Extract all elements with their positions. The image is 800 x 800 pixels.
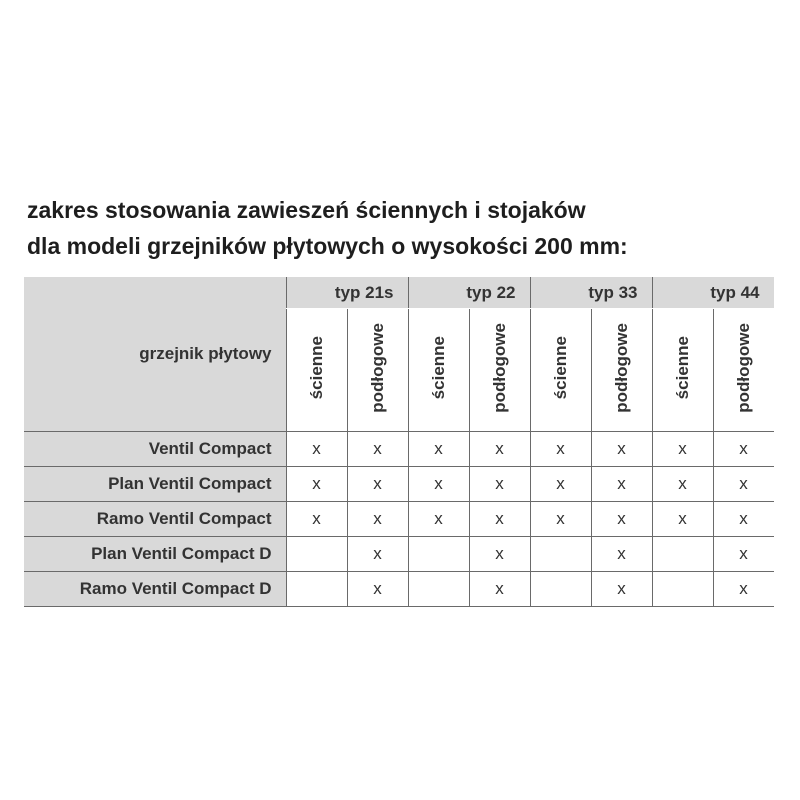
compatibility-mark	[408, 537, 469, 572]
compatibility-mark: x	[347, 572, 408, 607]
compatibility-mark: x	[530, 467, 591, 502]
compatibility-mark: x	[286, 467, 347, 502]
table-body	[24, 432, 774, 607]
title-line-1: zakres stosowania zawieszeń ściennych i stojaków	[27, 197, 586, 223]
compatibility-mark: x	[713, 432, 774, 467]
compatibility-mark: x	[652, 502, 713, 537]
radiator-model-name: Plan Ventil Compact	[24, 467, 286, 502]
compatibility-mark: x	[713, 467, 774, 502]
compatibility-mark: x	[713, 502, 774, 537]
compatibility-mark: x	[408, 467, 469, 502]
subcolumn-header: podłogowe	[469, 309, 530, 432]
compatibility-mark: x	[591, 572, 652, 607]
subcolumn-header: ścienne	[652, 309, 713, 432]
radiator-model-name: Ramo Ventil Compact D	[24, 572, 286, 607]
compatibility-mark: x	[652, 467, 713, 502]
group-header-row	[24, 277, 774, 309]
compatibility-mark: x	[469, 537, 530, 572]
table-row	[24, 432, 774, 467]
compatibility-mark: x	[591, 432, 652, 467]
compatibility-mark	[530, 572, 591, 607]
compatibility-mark	[652, 537, 713, 572]
compatibility-mark	[652, 572, 713, 607]
mounting-compatibility-table	[24, 277, 774, 607]
compatibility-mark	[286, 537, 347, 572]
compatibility-mark: x	[713, 572, 774, 607]
compatibility-mark: x	[469, 467, 530, 502]
radiator-model-name: Ventil Compact	[24, 432, 286, 467]
compatibility-mark: x	[713, 537, 774, 572]
radiator-model-name: Plan Ventil Compact D	[24, 537, 286, 572]
table-row	[24, 572, 774, 607]
radiator-model-name: Ramo Ventil Compact	[24, 502, 286, 537]
compatibility-mark: x	[469, 572, 530, 607]
document-title	[27, 192, 787, 264]
group-header-typ-44: typ 44	[652, 277, 774, 309]
compatibility-mark: x	[347, 432, 408, 467]
compatibility-mark: x	[591, 502, 652, 537]
title-line-2: dla modeli grzejników płytowych o wysokości 200 mm:	[27, 233, 628, 259]
group-header-typ-22: typ 22	[408, 277, 530, 309]
compatibility-mark: x	[530, 432, 591, 467]
group-header-typ-21s: typ 21s	[286, 277, 408, 309]
compatibility-mark: x	[652, 432, 713, 467]
compatibility-mark	[408, 572, 469, 607]
compatibility-mark: x	[469, 502, 530, 537]
compatibility-mark: x	[591, 467, 652, 502]
compatibility-mark: x	[408, 502, 469, 537]
compatibility-mark: x	[347, 467, 408, 502]
compatibility-mark: x	[469, 432, 530, 467]
compatibility-mark	[286, 572, 347, 607]
compatibility-mark: x	[347, 502, 408, 537]
subcolumn-header: podłogowe	[591, 309, 652, 432]
subcolumn-header: ścienne	[286, 309, 347, 432]
group-header-typ-33: typ 33	[530, 277, 652, 309]
compatibility-mark: x	[347, 537, 408, 572]
subcolumn-header: ścienne	[408, 309, 469, 432]
table-row	[24, 537, 774, 572]
row-header-label: grzejnik płytowy	[24, 277, 286, 432]
compatibility-mark: x	[286, 502, 347, 537]
compatibility-mark: x	[408, 432, 469, 467]
subcolumn-header: podłogowe	[347, 309, 408, 432]
subcolumn-header: ścienne	[530, 309, 591, 432]
table-row	[24, 467, 774, 502]
compatibility-mark	[530, 537, 591, 572]
compatibility-mark: x	[286, 432, 347, 467]
compatibility-mark: x	[530, 502, 591, 537]
compatibility-mark: x	[591, 537, 652, 572]
table-row	[24, 502, 774, 537]
subcolumn-header: podłogowe	[713, 309, 774, 432]
